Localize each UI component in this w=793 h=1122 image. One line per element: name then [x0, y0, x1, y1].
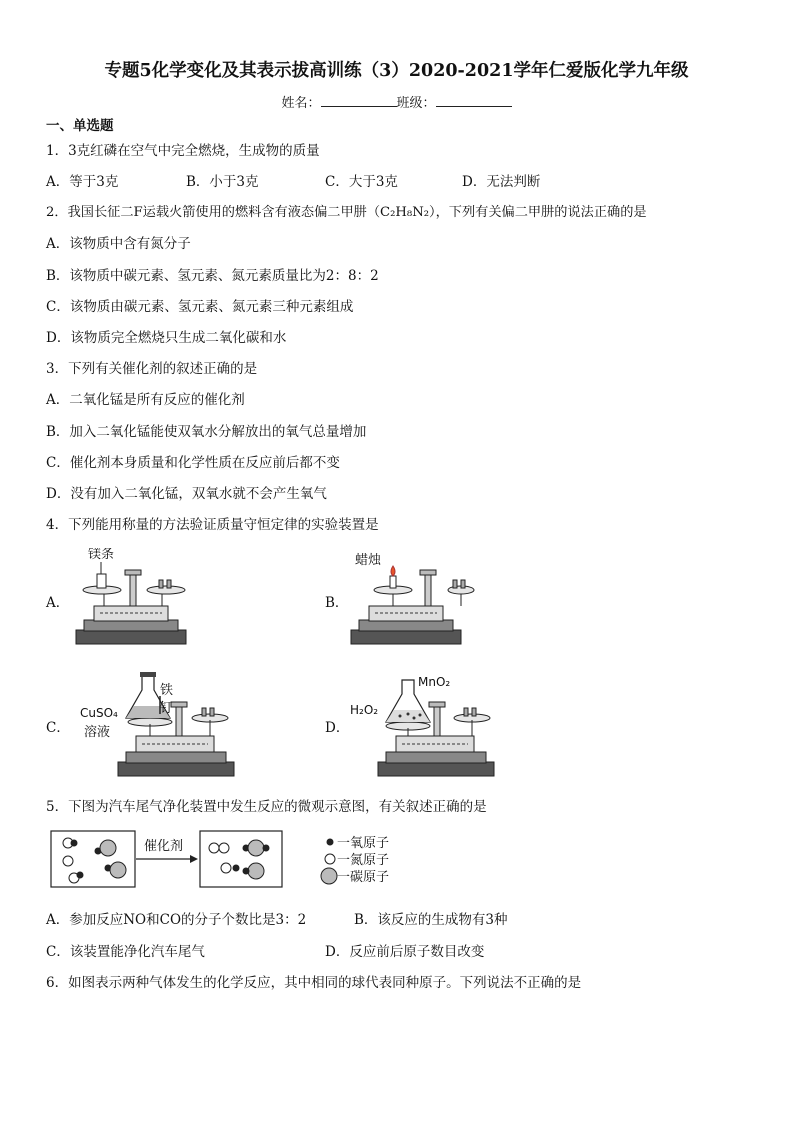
q5-option-c: C．该装置能净化汽车尾气	[46, 944, 205, 960]
name-blank	[321, 94, 397, 107]
label-candle: 蜡烛	[355, 553, 382, 568]
section-heading: 一、单选题	[46, 118, 114, 134]
q4-letter-d: D．	[325, 720, 350, 736]
figure-d-balance	[348, 668, 498, 780]
page-title: 专题5化学变化及其表示拔高训练（3）2020-2021学年仁爱版化学九年级	[104, 61, 689, 81]
q5-option-a: A．参加反应NO和CO的分子个数比是3：2	[46, 912, 307, 928]
question-4-stem: 4．下列能用称量的方法验证质量守恒定律的实验装置是	[46, 517, 379, 533]
question-3-stem: 3．下列有关催化剂的叙述正确的是	[46, 361, 258, 377]
nitrogen-atom-icon	[325, 854, 335, 864]
candle-flame-icon	[391, 566, 395, 576]
q1-option-d: D．无法判断	[462, 174, 541, 190]
label-magnesium: 镁条	[88, 548, 115, 562]
question-6-stem: 6．如图表示两种气体发生的化学反应，其中相同的球代表同种原子。下列说法不正确的是	[46, 975, 582, 991]
q2-option-a: A．该物质中含有氮分子	[46, 236, 191, 252]
q1-option-c: C．大于3克	[325, 174, 398, 190]
q4-letter-a: A．	[46, 595, 70, 611]
carbon-atom-icon	[321, 868, 337, 884]
legend-carbon: 一碳原子	[337, 870, 390, 885]
legend-oxygen: 一氧原子	[337, 836, 390, 851]
label-solution: 溶液	[84, 725, 111, 740]
class-blank	[436, 94, 512, 107]
question-5-stem: 5．下图为汽车尾气净化装置中发生反应的微观示意图，有关叙述正确的是	[46, 799, 487, 815]
legend-nitrogen: 一氮原子	[337, 853, 390, 868]
q1-option-a: A．等于3克	[46, 174, 119, 190]
figure-c-balance	[78, 668, 240, 780]
name-label: 姓名：	[281, 96, 321, 111]
question-2-stem: 2．我国长征二F运载火箭使用的燃料含有液态偏二甲肼（C₂H₈N₂），下列有关偏二甲肼的说法正确的是	[46, 205, 647, 220]
q5-reaction-diagram	[48, 828, 408, 892]
q1-option-b: B．小于3克	[186, 174, 259, 190]
q4-letter-b: B．	[325, 595, 349, 611]
q3-option-d: D．没有加入二氧化锰，双氧水就不会产生氧气	[46, 486, 327, 502]
q2-option-b: B．该物质中碳元素、氢元素、氮元素质量比为2：8：2	[46, 268, 379, 284]
q5-option-b: B．该反应的生成物有3种	[354, 912, 508, 928]
figure-a-balance	[70, 548, 200, 648]
candle	[390, 576, 396, 588]
figure-b-balance	[345, 548, 475, 648]
catalyst-label: 催化剂	[144, 839, 184, 854]
q3-option-b: B．加入二氧化锰能使双氧水分解放出的氧气总量增加	[46, 424, 367, 440]
label-nail: 钉	[160, 701, 174, 716]
q2-option-d: D．该物质完全燃烧只生成二氧化碳和水	[46, 330, 287, 346]
q5-option-d: D．反应前后原子数目改变	[325, 944, 485, 960]
label-cuso4: CuSO₄	[80, 706, 118, 720]
question-1-stem: 1．3克红磷在空气中完全燃烧，生成物的质量	[46, 143, 320, 159]
student-info-line	[0, 92, 793, 111]
q3-option-c: C．催化剂本身质量和化学性质在反应前后都不变	[46, 455, 340, 471]
q2-option-c: C．该物质由碳元素、氢元素、氮元素三种元素组成	[46, 299, 354, 315]
label-iron: 铁	[160, 683, 174, 698]
label-mno2: MnO₂	[418, 675, 451, 689]
magnesium-strip-holder	[97, 574, 106, 588]
class-label: 班级：	[396, 96, 436, 111]
label-h2o2: H₂O₂	[350, 703, 379, 717]
q3-option-a: A．二氧化锰是所有反应的催化剂	[46, 392, 245, 408]
products-box	[200, 831, 282, 887]
oxygen-atom-icon	[327, 839, 334, 846]
q4-letter-c: C．	[46, 720, 70, 736]
